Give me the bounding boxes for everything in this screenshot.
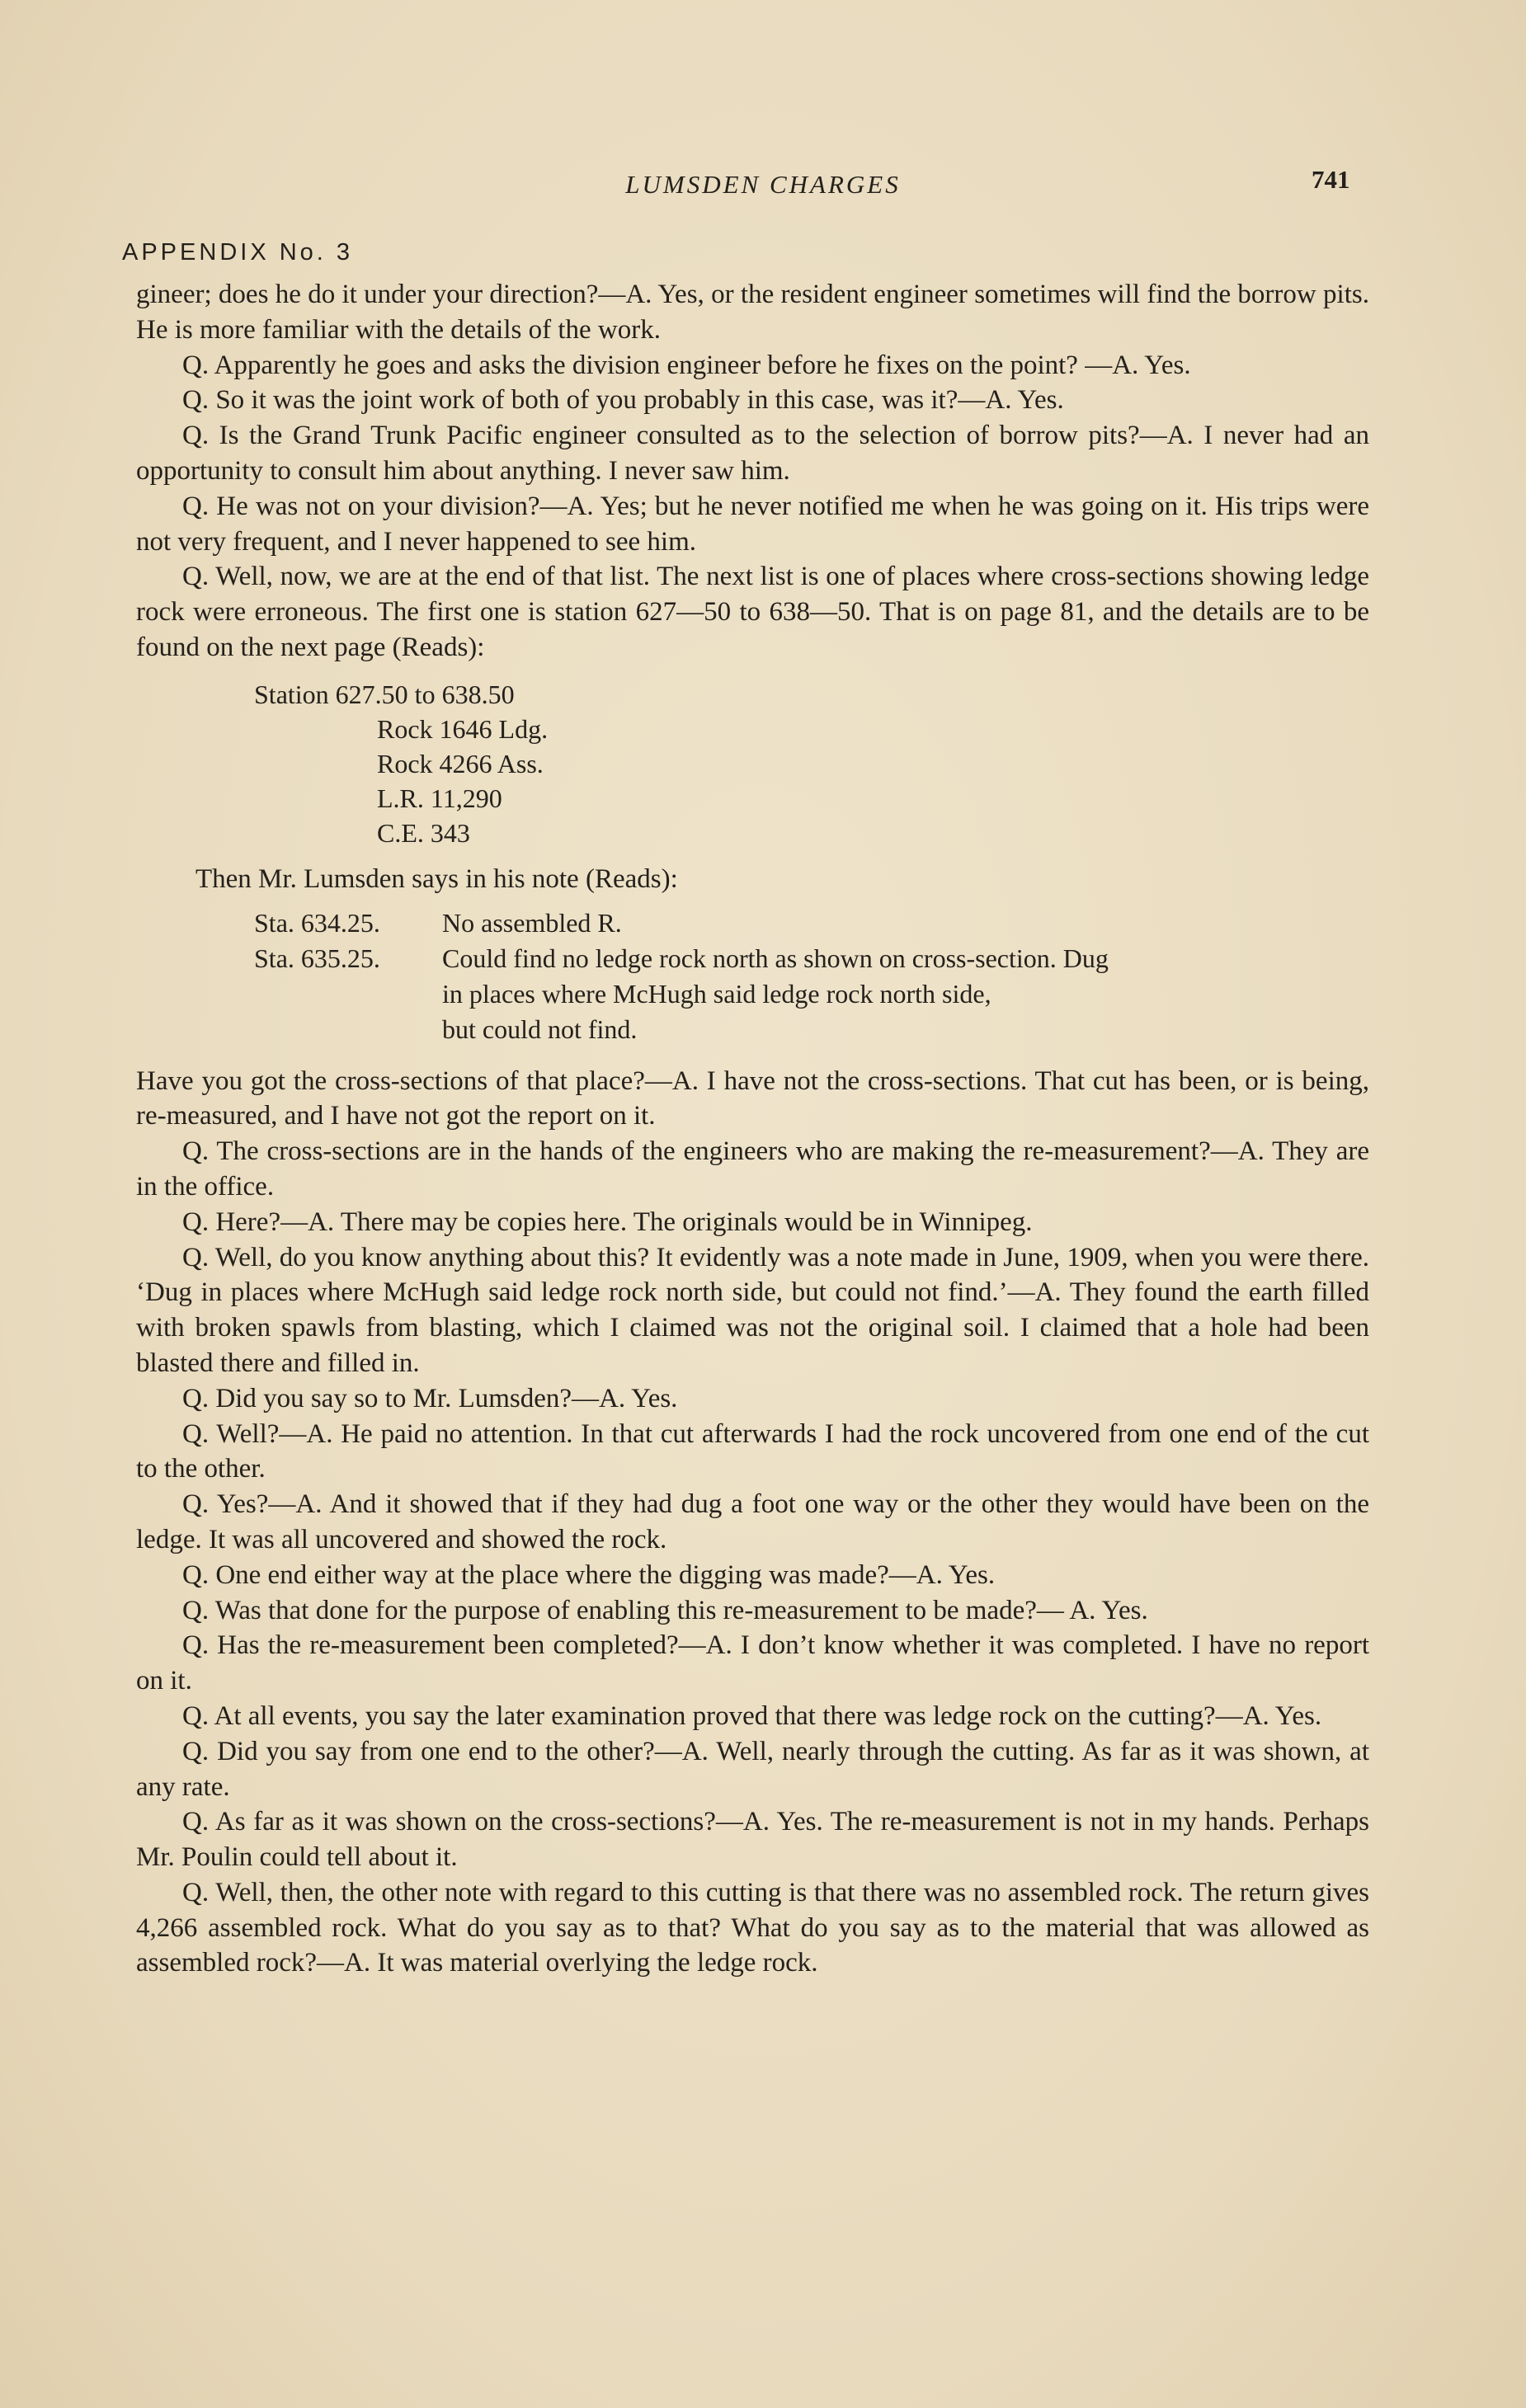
paragraph: Q. Here?—A. There may be copies here. The originals would be in Winnipeg. xyxy=(182,1206,1033,1237)
station-table xyxy=(136,677,1369,850)
then-line: Then Mr. Lumsden says in his note (Reads): xyxy=(195,863,678,894)
appendix-label: APPENDIX No. 3 xyxy=(122,239,354,266)
note-text: No assembled R. xyxy=(442,907,622,938)
note-text: Could find no ledge rock north as shown on cross-section. Dug xyxy=(442,943,1109,973)
paragraph: Q. Was that done for the purpose of enabling this re-measurement to be made?— A. Yes. xyxy=(182,1595,1148,1625)
paragraph: Q. At all events, you say the later examination proved that there was ledge rock on the cutting?—A. Yes. xyxy=(182,1700,1322,1731)
station-line: Rock 1646 Ldg. xyxy=(377,713,549,744)
note-row xyxy=(136,941,1369,976)
station-range: Station 627.50 to 638.50 xyxy=(254,679,515,709)
station-line: C.E. 343 xyxy=(377,817,470,848)
paragraph: Q. Well, do you know anything about this? It evidently was a note made in June, 1909, when you were there. ‘Dug in places where McHugh said ledge rock north side, but could not find.’—A. They found the earth filled with broken spawls from blasting, which I claimed was not the original soil. I claimed that a hole had been blasted there and filled in. xyxy=(136,1242,1369,1378)
paragraph: Q. So it was the joint work of both of you probably in this case, was it?—A. Yes. xyxy=(182,385,1064,416)
paragraph: Q. One end either way at the place where the digging was made?—A. Yes. xyxy=(182,1559,996,1590)
page-number: 741 xyxy=(1312,165,1350,194)
paragraph: Q. Well, now, we are at the end of that list. The next list is one of places where cross-sections showing ledge rock were erroneous. The first one is station 627—50 to 638—50. That is on page 81, and the details are to be found on the next page (Reads): xyxy=(136,562,1369,662)
paragraph: Q. The cross-sections are in the hands of the engineers who are making the re-measurement?—A. They are in the office. xyxy=(136,1136,1369,1202)
note-continuation: in places where McHugh said ledge rock north side, xyxy=(442,978,991,1009)
lumsden-notes xyxy=(136,905,1369,1047)
paragraph: Have you got the cross-sections of that place?—A. I have not the cross-sections. That cut has been, or is being, re-measured, and I have not got the report on it. xyxy=(136,1065,1369,1131)
paragraph: Q. Did you say from one end to the other?—A. Well, nearly through the cutting. As far as it was shown, at any rate. xyxy=(136,1736,1369,1802)
paragraph: Q. Did you say so to Mr. Lumsden?—A. Yes. xyxy=(182,1383,678,1413)
note-row xyxy=(136,905,1369,941)
paragraph: Q. Apparently he goes and asks the division engineer before he fixes on the point? —A. Yes. xyxy=(182,350,1191,380)
running-title: LUMSDEN CHARGES xyxy=(625,170,901,199)
document-body xyxy=(136,277,1369,1981)
paragraph: Q. He was not on your division?—A. Yes; but he never notified me when he was going on it. His trips were not very frequent, and I never happened to see him. xyxy=(136,491,1369,557)
station-line: Rock 4266 Ass. xyxy=(377,748,544,778)
station-line: L.R. 11,290 xyxy=(377,783,502,813)
note-station: Sta. 634.25. xyxy=(254,907,380,938)
paragraph: Q. Yes?—A. And it showed that if they had dug a foot one way or the other they would have been on the ledge. It was all uncovered and showed the rock. xyxy=(136,1489,1369,1554)
paragraph: Q. Has the re-measurement been completed?—A. I don’t know whether it was completed. I have no report on it. xyxy=(136,1630,1369,1696)
paragraph: Q. Is the Grand Trunk Pacific engineer consulted as to the selection of borrow pits?—A. I never had an opportunity to consult him about anything. I never saw him. xyxy=(136,421,1369,486)
paragraph: Q. Well, then, the other note with regard to this cutting is that there was no assembled rock. The return gives 4,266 assembled rock. What do you say as to that? What do you say as to the material that was allowed as assembled rock?—A. It was material overlying the ledge rock. xyxy=(136,1877,1369,1978)
note-station: Sta. 635.25. xyxy=(254,943,380,973)
paragraph: Q. As far as it was shown on the cross-sections?—A. Yes. The re-measurement is not in my hands. Perhaps Mr. Poulin could tell about it. xyxy=(136,1807,1369,1873)
paragraph: gineer; does he do it under your direction?—A. Yes, or the resident engineer sometimes will find the borrow pits. He is more familiar with the details of the work. xyxy=(136,280,1369,345)
paragraph: Q. Well?—A. He paid no attention. In that cut afterwards I had the rock uncovered from one end of the cut to the other. xyxy=(136,1418,1369,1484)
note-continuation: but could not find. xyxy=(442,1014,638,1044)
